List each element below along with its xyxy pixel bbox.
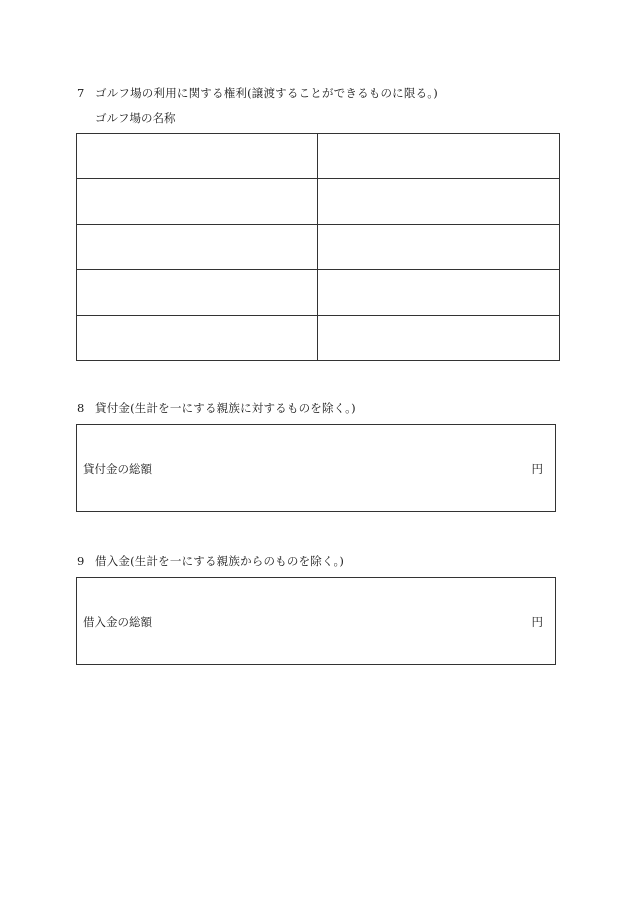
golf-cell-1-b[interactable] — [318, 134, 560, 179]
golf-cell-3-b[interactable] — [318, 224, 560, 269]
section-9-heading — [77, 554, 344, 568]
section-9-number: 9 — [77, 554, 85, 568]
section-8-number: 8 — [77, 401, 85, 415]
golf-cell-3-a[interactable] — [77, 224, 318, 269]
golf-course-table — [76, 133, 560, 361]
section-8-title: 貸付金(生計を一にする親族に対するものを除く。) — [95, 401, 356, 415]
loan-receivable-box[interactable] — [76, 424, 556, 512]
golf-cell-2-b[interactable] — [318, 179, 560, 224]
golf-course-name-label: ゴルフ場の名称 — [95, 111, 176, 125]
golf-cell-5-a[interactable] — [77, 315, 318, 360]
table-row — [77, 179, 560, 224]
section-7-title: ゴルフ場の利用に関する権利(譲渡することができるものに限る。) — [95, 86, 438, 100]
section-8-heading — [77, 401, 356, 415]
golf-cell-1-a[interactable] — [77, 134, 318, 179]
golf-cell-2-a[interactable] — [77, 179, 318, 224]
golf-cell-5-b[interactable] — [318, 315, 560, 360]
borrowing-total-label: 借入金の総額 — [83, 615, 152, 629]
section-7-number: 7 — [77, 86, 85, 100]
table-row — [77, 134, 560, 179]
loan-receivable-total-label: 貸付金の総額 — [83, 462, 152, 476]
section-7-heading — [77, 86, 438, 100]
borrowing-unit: 円 — [531, 615, 543, 629]
borrowing-box[interactable] — [76, 577, 556, 665]
table-row — [77, 315, 560, 360]
table-row — [77, 224, 560, 269]
section-9-title: 借入金(生計を一にする親族からのものを除く。) — [95, 554, 345, 568]
loan-receivable-unit: 円 — [531, 462, 543, 476]
table-row — [77, 270, 560, 315]
golf-cell-4-a[interactable] — [77, 270, 318, 315]
golf-cell-4-b[interactable] — [318, 270, 560, 315]
